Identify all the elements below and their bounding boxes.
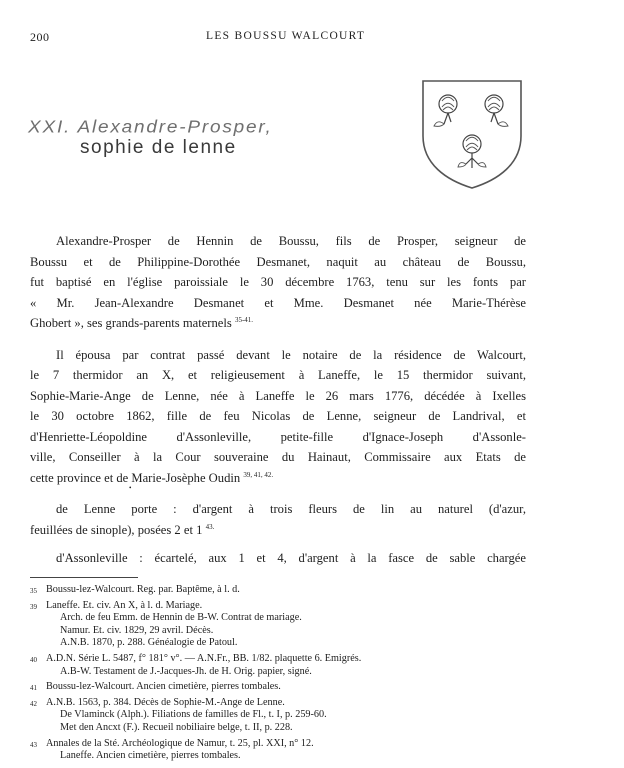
running-title: LES BOUSSU WALCOURT <box>206 30 366 42</box>
text-line: d'Assonleville : écartelé, aux 1 et 4, d'argent à la fasce de sable chargée <box>56 551 526 565</box>
footnotes <box>30 584 530 766</box>
text-line: le 7 thermidor an X, et religieusement à Laneffe, le 15 thermidor suivant, <box>30 368 526 382</box>
footnote-line: Boussu-lez-Walcourt. Reg. par. Baptême, à l. d. <box>46 584 240 595</box>
footnote <box>30 681 530 694</box>
footnote <box>30 600 530 650</box>
text-line: d'Henriette-Léopoldine d'Assonleville, petite-fille d'Ignace-Joseph d'Assonle- <box>30 429 526 444</box>
footnote-line: Boussu-lez-Walcourt. Ancien cimetière, pierres tombales. <box>46 681 281 693</box>
bullet-mark: • <box>129 484 132 492</box>
footnote-ref: 43. <box>205 522 215 531</box>
heading-subtitle: sophie de lenne <box>80 137 237 158</box>
text-line: « Mr. Jean-Alexandre Desmanet et Mme. Desmanet née Marie-Thérèse <box>30 295 526 310</box>
paragraph <box>30 499 526 540</box>
footnote-number: 43 <box>30 740 37 749</box>
running-header <box>30 30 514 46</box>
footnote <box>30 584 530 597</box>
text-line: feuillées de sinople), posées 2 et 1 $^{43.}$ <box>30 522 215 537</box>
text-line: fut baptisé en l'église paroissiale le 30 décembre 1763, tenu sur les fonts par <box>30 275 526 289</box>
heading-title: XXI. Alexandre-Prosper, <box>28 118 273 137</box>
text-line: ville, Conseiller à la Cour souveraine du Hainaut, Commissaire aux Etats de <box>30 450 526 464</box>
text-line: cette province et de Marie-Josèphe Oudin $^{39, 41, 42.}$ <box>30 470 274 485</box>
footnote-ref: 35-41. <box>234 316 254 324</box>
body-text <box>30 231 526 569</box>
text-line: Sophie-Marie-Ange de Lenne, née à Laneffe le 26 mars 1776, décédée à Ixelles <box>30 388 526 403</box>
text-line: Ghobert », ses grands-parents maternels $^{35-41.}$ <box>30 316 254 330</box>
text-line: Boussu et de Philippine-Dorothée Desmanet, naquit au château de Boussu, <box>30 254 526 269</box>
footnote-divider <box>30 577 138 578</box>
text-line: le 30 octobre 1862, fille de feu Nicolas de Lenne, seigneur de Landrival, et <box>30 409 526 423</box>
footnote-number: 41 <box>30 684 37 693</box>
text-line: de Lenne porte : d'argent à trois fleurs de lin au naturel (d'azur, <box>56 502 526 516</box>
page-number: 200 <box>30 30 50 44</box>
paragraph <box>30 231 526 334</box>
text-line: Il épousa par contrat passé devant le notaire de la résidence de Walcourt, <box>56 347 526 362</box>
footnote-line: A.N.B. 1563, p. 384. Décès de Sophie-M.-Ange de Lenne. <box>46 696 285 708</box>
footnote-line: A.D.N. Série L. 5487, f° 181° v°. — A.N.Fr., BB. 1/82. plaquette 6. Emigrés. <box>46 652 362 664</box>
footnote-line: A.B-W. Testament de J.-Jacques-Jh. de H. Orig. papier, signé. <box>60 665 312 677</box>
footnote-ref: 39, 41, 42. <box>243 470 274 479</box>
section-heading <box>28 117 273 159</box>
footnote-line: A.N.B. 1870, p. 288. Généalogie de Patoul. <box>60 637 238 649</box>
footnote-number: 42 <box>30 699 37 708</box>
footnote-number: 35 <box>30 587 37 595</box>
footnote-line: De Vlaminck (Alph.). Filiations de familles de Fl., t. I, p. 259-60. <box>60 709 327 721</box>
footnote-line: Met den Ancxt (F.). Recueil nobiliaire belge, t. II, p. 228. <box>60 721 293 733</box>
footnote-number: 39 <box>30 602 37 611</box>
shield-with-three-flowers-icon <box>420 78 524 190</box>
footnote-number: 40 <box>30 655 37 664</box>
footnote <box>30 738 530 763</box>
footnote-line: Laneffe. Ancien cimetière, pierres tombales. <box>60 750 241 762</box>
footnote-line: Arch. de feu Emm. de Hennin de B-W. Contrat de mariage. <box>60 612 302 624</box>
footnote <box>30 653 530 678</box>
footnote-line: Laneffe. Et. civ. An X, à l. d. Mariage. <box>46 599 203 611</box>
paragraph <box>30 548 526 569</box>
footnote-line: Annales de la Sté. Archéologique de Namur, t. 25, pl. XXI, n° 12. <box>46 737 314 749</box>
footnote-line: Namur. Et. civ. 1829, 29 avril. Décès. <box>60 624 214 636</box>
text-line: Alexandre-Prosper de Hennin de Boussu, fils de Prosper, seigneur de <box>56 234 526 248</box>
footnote <box>30 697 530 735</box>
paragraph <box>30 345 526 489</box>
